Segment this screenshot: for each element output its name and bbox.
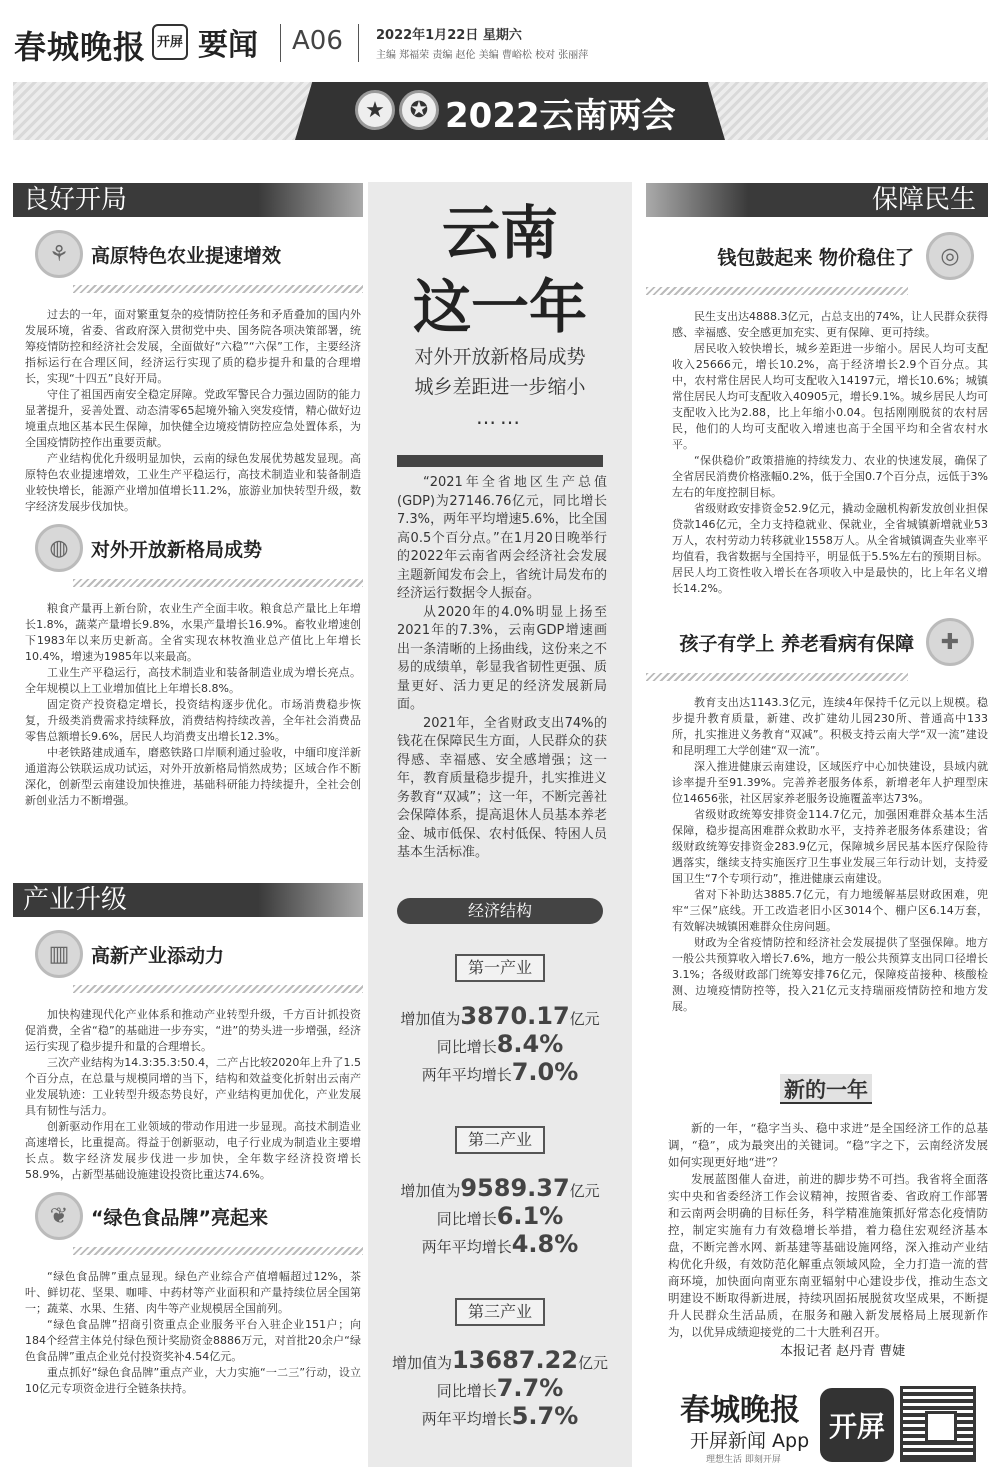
subheading [646, 231, 988, 281]
value-line [368, 1002, 632, 1030]
headline-line: 这一年 [412, 273, 587, 341]
avg-label: 两年平均增长 [421, 1238, 512, 1256]
cppcc-emblem-icon: ✪ [399, 90, 439, 130]
paragraph: 中老铁路建成通车，磨憨铁路口岸顺利通过验收，中缅印度洋新通道海公铁联运成功试运，对外开放新格局悄然成势；区域合作不断深化，创新型云南建设加快推进，基础科研能力持续提升，全社会创新创业活力不断增强。 [25, 746, 361, 807]
paragraph: 过去的一年，面对繁重复杂的疫情防控任务和矛盾叠加的国内外发展环境，省委、省政府深入贯彻党中央、国务院各项决策部署，统筹疫情防控和经济社会发展，全面做好“六稳”“六保”工作，主要经济指标运行在合理区间，经济运行实现了质的稳步提升和量的合理增长，实现“十四五”良好开局。 [25, 308, 361, 385]
yoy-label: 同比增长 [436, 1210, 497, 1228]
paragraph: 加快构建现代化产业体系和推动产业转型升级，千方百计抓投资促消费，全省“稳”的基础进一步夯实，“进”的势头进一步增强，经济运行实现了稳步提升和量的合理增长。 [25, 1008, 361, 1053]
paragraph: 教育支出达1143.3亿元，连续4年保持千亿元以上规模。稳步提升教育质量，新建、改扩建幼儿园230所、普通高中133所，扎实推进义务教育“双减”。积极支持云南大学“双一流”建设和昆明理工大学创建“双一流”。 [672, 696, 988, 757]
industry-block-tertiary [368, 1298, 632, 1430]
headline [368, 196, 632, 344]
avg-label: 两年平均增长 [421, 1066, 512, 1084]
hatch-divider [646, 673, 908, 681]
value-number: 13687.22 [451, 1346, 578, 1374]
article-body [646, 309, 988, 597]
yoy-value: 8.4% [496, 1030, 564, 1058]
paragraph: 产业结构优化升级明显加快，云南的绿色发展优势越发显现。高原特色农业提速增效，工业生产平稳运行，高技术制造业和装备制造业较快增长，能源产业增加值增长11.2%，旅游业加快转型升级，数字经济发展步伐加快。 [25, 452, 361, 513]
topic-banner [13, 82, 988, 140]
paragraph: “保供稳价”政策措施的持续发力、农业的快速发展，确保了全省居民消费价格涨幅0.2%，低于全国0.7个百分点，远低于3%左右的年度控制目标。 [672, 454, 988, 499]
hatch-divider [73, 285, 363, 293]
reporter-byline: 本报记者 赵丹青 曹婕 [780, 1344, 906, 1359]
app-logo-icon: 开屏 [820, 1388, 894, 1462]
leaf-icon: ❦ [35, 1192, 83, 1240]
article-body [13, 1007, 363, 1183]
hatch-divider [73, 579, 363, 587]
paragraph: 省对下补助达3885.7亿元，有力地缓解基层财政困难，兜牢“三保”底线。开工改造老旧小区3014个、棚户区6.14万套，有效解决城镇困难群众住房问题。 [672, 888, 988, 933]
subheading [35, 929, 363, 979]
avg-line [368, 1402, 632, 1430]
value-number: 3870.17 [460, 1002, 570, 1030]
subheading [35, 523, 363, 573]
yoy-value: 7.7% [496, 1374, 564, 1402]
yoy-line [368, 1030, 632, 1058]
paragraph: 发展蓝图催人奋进，前进的脚步势不可挡。我省将全面落实中央和省委经济工作会议精神，按照省委、省政府工作部署和云南两会明确的目标任务，科学精准施策抓好常态化疫情防控，制定实施有力有效稳增长举措，着力稳住宏观经济基本盘，不断完善水网、新基建等基础设施网络，深入推动产业结构优化升级，有效防范化解重点领域风险，全力打造一流的营商环境，加快面向南亚东南亚辐射中心建设步伐，推动生态文明建设不断取得新进展，持续巩固拓展脱贫攻坚成果，不断提升人民群众生活品质，在服务和融入新发展格局上展现新作为，以优异成绩迎接党的二十大胜利召开。 [668, 1172, 988, 1339]
value-label: 增加值为 [400, 1010, 461, 1028]
yoy-label: 同比增长 [436, 1382, 497, 1400]
paragraph: “绿色食品牌”招商引资重点企业服务平台入驻企业151户；向184个经营主体兑付绿色预计奖励资金8886万元，对首批20余户“绿色食品牌”重点企业兑付投资奖补4.54亿元。 [25, 1318, 361, 1363]
paragraph: 固定资产投资稳定增长，投资结构逐步优化。市场消费稳步恢复，升级类消费需求持续释放，消费结构持续改善，全年社会消费品零售总额增长9.6%，居民人均消费支出增长12.3%。 [25, 698, 361, 743]
subheadline-line: 对外开放新格局成势 [414, 346, 586, 368]
yoy-value: 6.1% [496, 1202, 564, 1230]
national-emblem-icon: ★ [355, 90, 395, 130]
article-body [646, 695, 988, 1015]
subheading [35, 1191, 363, 1241]
paragraph: 守住了祖国西南安全稳定屏障。党政军警民合力强边固防的能力显著提升，妥善处置、动态清零65起境外输入突发疫情，精心做好边境重点地区基本民生保障，加快健全边境疫情防控应急处置体系，为全国疫情防控作出重要贡献。 [25, 388, 361, 449]
hatch-divider [73, 985, 363, 993]
avg-value: 5.7% [511, 1402, 579, 1430]
coins-icon: ◎ [926, 232, 974, 280]
value-label: 增加值为 [391, 1354, 452, 1372]
ellipsis: …… [476, 405, 524, 429]
article-body [13, 1269, 363, 1397]
avg-label: 两年平均增长 [421, 1410, 512, 1428]
economy-structure-label: 经济结构 [397, 898, 603, 924]
paragraph: 新的一年，“稳字当头、稳中求进”是全国经济工作的总基调，“稳”，成为最突出的关键词。“稳”字之下，云南经济发展如何实现更好地“进”？ [668, 1121, 988, 1169]
section-bar-livelihood: 保障民生 [646, 183, 988, 217]
footer-logo: 春城晚报 [680, 1393, 800, 1428]
subheading-title: 高原特色农业提速增效 [91, 244, 282, 267]
paragraph: “2021年全省地区生产总值(GDP)为27146.76亿元，同比增长7.3%，两年平均增速5.6%，比全国高0.5个百分点。”在1月20日晚举行的2022年云南省两会经济社会发展主题新闻发布会上，省统计局发布的经济运行数据令人振奋。 [397, 475, 607, 601]
yoy-line [368, 1374, 632, 1402]
value-line [368, 1346, 632, 1374]
paragraph: 粮食产量再上新台阶，农业生产全面丰收。粮食总产量比上年增长1.8%，蔬菜产量增长9.8%，水果产量增长16.9%。畜牧业增速创下1983年以来历史新高。全省实现农林牧渔业总产值比上年增长10.4%，增速为1985年以来最高。 [25, 602, 361, 663]
agriculture-icon: ⚘ [35, 230, 83, 278]
issue-date: 2022年1月22日 星期六 [376, 28, 522, 43]
app-name: 开屏新闻 App [690, 1430, 810, 1452]
subheading-title: “绿色食品牌”亮起来 [91, 1206, 268, 1229]
bar-chart-icon: ▥ [35, 930, 83, 978]
value-unit: 亿元 [578, 1354, 609, 1372]
section-bar-good-start: 良好开局 [13, 183, 363, 217]
industry-block-primary [368, 954, 632, 1086]
yoy-line [368, 1202, 632, 1230]
value-unit: 亿元 [569, 1182, 600, 1200]
subheadline-line: 城乡差距进一步缩小 [414, 376, 586, 398]
paragraph: 省级财政安排资金52.9亿元，撬动金融机构新发放创业担保贷款146亿元，全力支持稳就业、保就业，全省城镇新增就业53万人，农村劳动力转移就业1558万人。从全省城镇调查失业率平均值看，我省数据与全国持平，明显低于5.5%左右的预期目标。居民人均工资性收入增长在各项收入中是最快的，比上年名义增长14.2%。 [672, 502, 988, 595]
paragraph: 创新驱动作用在工业领域的带动作用进一步显现。高技术制造业高速增长，比重提高。得益于创新驱动，电子行业成为制造业主要增长点。数字经济发展步伐进一步加快，全年数字经济投资增长58.9%，占新型基础设施建设投资比重达74.6%。 [25, 1120, 361, 1181]
divider-bar [397, 455, 603, 467]
yoy-label: 同比增长 [436, 1038, 497, 1056]
paragraph: 重点抓好“绿色食品牌”重点产业，大力实施“一二三”行动，设立10亿元专项资金进行全链条扶持。 [25, 1366, 361, 1395]
banner-title: 2022云南两会 [445, 96, 676, 136]
globe-icon: ◍ [35, 524, 83, 572]
paragraph: 深入推进健康云南建设，区域医疗中心加快建设，县域内就诊率提升至91.39%。完善养老服务体系，新增老年人护理型床位14656张，社区居家养老服务设施覆盖率达73%。 [672, 760, 988, 805]
hatch-divider [646, 287, 908, 295]
industry-name: 第一产业 [455, 954, 545, 982]
value-label: 增加值为 [400, 1182, 461, 1200]
new-year-heading: 新的一年 [780, 1074, 872, 1104]
editorial-staff: 主编 郑福荣 责编 赵伦 美编 曹峪松 校对 张丽萍 [376, 50, 589, 61]
new-year-article [668, 1120, 988, 1341]
subheading-title: 孩子有学上 养老看病有保障 [679, 632, 914, 655]
avg-value: 4.8% [511, 1230, 579, 1258]
paragraph: 工业生产平稳运行，高技术制造业和装备制造业成为增长亮点。全年规模以上工业增加值比上年增长8.8%。 [25, 666, 361, 695]
avg-line [368, 1058, 632, 1086]
headline-line: 云南 [441, 199, 558, 267]
subheadline [380, 342, 620, 402]
paragraph: “绿色食品牌”重点显现。绿色产业综合产值增幅超过12%，茶叶、鲜切花、坚果、咖啡、中药材等产业面积和产量持续位居全国第一；蔬菜、水果、生猪、肉牛等产业规模居全国前列。 [25, 1270, 361, 1315]
paragraph: 从2020年的4.0%明显上扬至2021年的7.3%，云南GDP增速画出一条清晰的上扬曲线，这份来之不易的成绩单，彰显我省韧性更强、质量更好、活力更足的经济发展新局面。 [397, 604, 607, 712]
qr-code-icon[interactable] [900, 1386, 976, 1462]
industry-name: 第三产业 [455, 1298, 545, 1326]
divider [358, 24, 359, 62]
subheading-title: 钱包鼓起来 物价稳住了 [717, 246, 914, 269]
divider [280, 24, 281, 62]
paragraph: 三次产业结构为14.3:35.3:50.4，二产占比较2020年上升了1.5个百分点，在总量与规模同增的当下，结构和效益变化折射出云南产业发展轨迹：工业转型升级态势良好，产业结构更加优化，产业发展具有韧性与活力。 [25, 1056, 361, 1117]
paragraph: 居民收入较快增长，城乡差距进一步缩小。居民人均可支配收入25666元，增长10.2%，高于经济增长2.9个百分点。其中，农村常住居民人均可支配收入14197元，增长10.6%；城镇常住居民人均可支配收入40905元，增长9.1%。城乡居民人均可支配收入比为2.88，比上年缩小0.04。包括刚刚脱贫的农村居民，他们的人均可支配收入增速也高于全国平均和全省农村水平。 [672, 342, 988, 451]
section-bar-industry-upgrade: 产业升级 [13, 883, 363, 917]
paragraph: 民生支出达4888.3亿元，占总支出的74%，让人民群众获得感、幸福感、安全感更加充实、更有保障、更可持续。 [672, 310, 988, 339]
subheading-title: 高新产业添动力 [91, 944, 225, 967]
page-number: A06 [292, 26, 343, 56]
kaiping-mark-icon: 开屏 [152, 24, 188, 60]
hatch-divider [73, 1247, 363, 1255]
article-body [13, 307, 363, 515]
subheading [646, 617, 988, 667]
app-slogan: 理想生活 即刻开屏 [706, 1455, 781, 1465]
paragraph: 2021年，全省财政支出74%的钱花在保障民生方面，人民群众的获得感、幸福感、安全感增强；这一年，教育质量稳步提升，扎实推进义务教育“双减”；这一年，不断完善社会保障体系，提高退休人员基本养老金、城市低保、农村低保、特困人员基本生活标准。 [397, 715, 607, 860]
paragraph: 财政为全省疫情防控和经济社会发展提供了坚强保障。地方一般公共预算收入增长7.6%，地方一般公共预算支出同口径增长3.1%；各级财政部门统筹安排76亿元，保障疫苗接种、核酸检测、边境疫情防控等，投入21亿元支持瑞丽疫情防控和地方发展。 [672, 936, 988, 1013]
industry-name: 第二产业 [455, 1126, 545, 1154]
value-unit: 亿元 [569, 1010, 600, 1028]
section-name: 要闻 [198, 28, 258, 63]
avg-line [368, 1230, 632, 1258]
value-number: 9589.37 [460, 1174, 570, 1202]
newspaper-logo: 春城晚报 [14, 28, 147, 66]
industry-block-secondary [368, 1126, 632, 1258]
subheading [35, 229, 363, 279]
paragraph: 省级财政统筹安排资金114.7亿元，加强困难群众基本生活保障，稳步提高困难群众救助水平，支持养老服务体系建设；省级财政统筹安排资金283.9亿元，保障城乡居民基本医疗保险待遇落实，继续支持实施医疗卫生事业发展三年行动计划，支持爱国卫生“7个专项行动”，推进健康云南建设。 [672, 808, 988, 885]
value-line [368, 1174, 632, 1202]
syringe-icon: ✚ [926, 618, 974, 666]
lead-article [397, 474, 607, 863]
subheading-title: 对外开放新格局成势 [91, 538, 263, 561]
avg-value: 7.0% [511, 1058, 579, 1086]
article-body [13, 601, 363, 809]
